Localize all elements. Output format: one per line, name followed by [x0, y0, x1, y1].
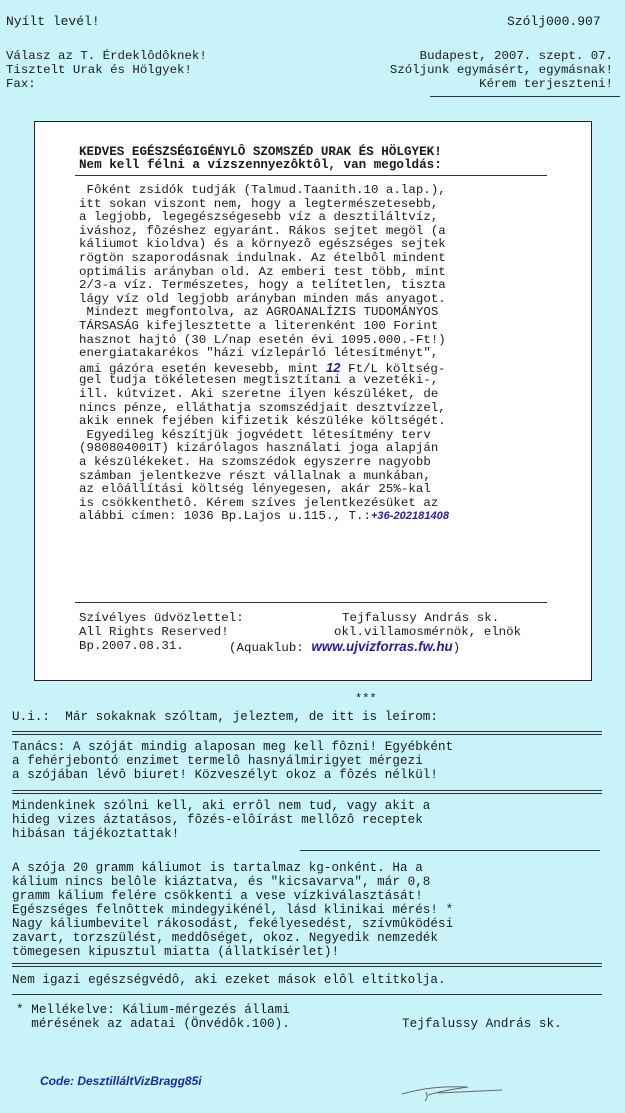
potassium-line: tömegesen kipusztul miatta (állatkísérlet)!: [12, 945, 340, 959]
letter-box: [34, 121, 592, 681]
body-line: az elôállítási költség lényegesen, akár 25%-kal: [79, 482, 431, 497]
potassium-line: kálium nincs belôle kiáztatva, és "kicsavarva", már 0,8: [12, 875, 431, 889]
sign-title: okl.villamosmérnök, elnök: [334, 625, 522, 639]
body-line: (980804001T) kizárólagos használati joga alapján: [79, 441, 439, 456]
separator-stars: ***: [355, 692, 377, 706]
advice-divider: [12, 790, 602, 794]
footer-signature-name: Tejfalussy András sk.: [402, 1017, 562, 1031]
advice-line: Tanács: A szóját mindig alaposan meg kell fôzni! Egyébként: [12, 740, 454, 754]
handwritten-signature: [398, 1080, 508, 1102]
potassium-line: gramm kálium felére csökkenti a vese vízkiválasztását!: [12, 889, 423, 903]
body-line: akik ennek fejében kifizetik készüléke költségét.: [79, 414, 446, 429]
close-paren: ): [452, 641, 461, 655]
secrecy-divider: [12, 994, 602, 995]
body-line: itt sokan viszont nem, hogy a legtermészetesebb,: [79, 196, 439, 211]
address-text: alábbi címen: 1036 Bp.Lajos u.115., T.:: [79, 509, 371, 524]
cost-text-a: ami gázóra esetén kevesebb, mint: [79, 361, 327, 376]
document-id: Szólj000.907: [507, 14, 601, 29]
attachment-note-2: mérésének az adatai (Önvédôk.100).: [16, 1017, 290, 1031]
spread-request: Kérem terjeszteni!: [479, 77, 613, 91]
postscript-line: U.i.: Már sokaknak szóltam, jeleztem, de itt is leírom:: [12, 710, 439, 724]
body-line: rögtön szaporodásnak indulnak. Az ételbôl mindent: [79, 251, 446, 265]
body-line: energiatakarékos "házi vízlepárló létesítményt",: [79, 346, 439, 361]
attachment-note-1: * Mellékelve: Kálium-mérgezés állami: [16, 1003, 290, 1017]
body-line: számban jelentkezve részt vállalnak a munkában,: [79, 468, 431, 483]
potassium-line: A szója 20 gramm káliumot is tartalmaz kg-onként. Ha a: [12, 861, 423, 875]
body-line: lágy víz old legjobb arányban minden más anyagot.: [79, 291, 446, 306]
body-line: Mindezt megfontolva, az AGROANALÍZIS TUDOMÁNYOS: [79, 305, 439, 320]
sign-date: Bp.2007.08.31.: [79, 639, 184, 653]
body-line: hasznot hajtó (30 L/nap esetén évi 1095.000.-Ft!): [79, 332, 446, 347]
greeting-line-2: Tisztelt Urak és Hölgyek!: [6, 63, 192, 77]
advice-line: a szójában lévô biuret! Közveszélyt okoz a fôzés nélkül!: [12, 768, 439, 782]
body-line: Fôként zsidók tudják (Talmud.Taanith.10 a.lap.),: [79, 183, 446, 197]
body-line: TÁRSASÁG kifejlesztette a literenként 100 Forint: [79, 319, 439, 333]
body-line: iváshoz, fôzéshez egyaránt. Rákos sejtet megöl (a: [79, 223, 446, 238]
body-line: is csökkenthetô. Kérem szíves jelentkezésüket az: [79, 495, 439, 510]
box-heading-1: KEDVES EGÉSZSÉGIGÉNYLÔ SZOMSZÉD URAK ÉS HÖLGYEK!: [79, 145, 442, 159]
body-line: gel tudja tökéletesen megtisztítani a vezetéki-,: [79, 373, 439, 388]
potassium-line: zavart, torzszülést, meddôséget, okoz. Negyedik nemzedék: [12, 931, 439, 945]
body-line: ill. kútvizet. Aki szeretne ilyen készüléket, de: [79, 387, 439, 401]
potassium-line: Egészséges felnôttek mindegyikénél, lásd klinikai mérés! *: [12, 903, 454, 917]
secrecy-line: Nem igazi egészségvédô, aki ezeket mások elôl eltitkolja.: [12, 973, 446, 987]
inform-line: hibásan tájékoztattak!: [12, 827, 180, 841]
address-line: [79, 510, 449, 524]
letter-title: Nyílt levél!: [6, 14, 100, 29]
box-heading-divider: [75, 175, 547, 176]
club-label: (Aquaklub:: [229, 641, 304, 655]
club-line: [229, 640, 460, 656]
box-signature-divider: [75, 602, 547, 603]
postscript-divider: [12, 731, 602, 735]
website-link[interactable]: www.ujvizforras.fw.hu: [311, 639, 453, 654]
advice-line: a fehérjebontó enzimet termelô hasnyálmirigyet mérgezi: [12, 754, 423, 768]
cost-number: 12: [326, 359, 341, 375]
sign-name: Tejfalussy András sk.: [342, 611, 500, 625]
body-line: Egyedileg készítjük jogvédett létesítmény terv: [79, 427, 431, 442]
body-line: a legjobb, legegészségesebb víz a desztiláltvíz,: [79, 210, 439, 225]
greeting-line-1: Válasz az T. Érdeklôdôknek!: [6, 49, 207, 63]
body-line: 2/3-a víz. Természetes, hogy a telítetlen, tiszta: [79, 278, 446, 293]
box-heading-2: Nem kell félni a vízszennyezôktôl, van megoldás:: [79, 158, 442, 172]
inform-divider: [300, 850, 600, 851]
inform-line: hideg vizes áztatásos, fôzés-elôírást mellôzô receptek: [12, 813, 423, 827]
fax-label: Fax:: [6, 77, 36, 91]
header-divider: [430, 96, 620, 97]
date-line: Budapest, 2007. szept. 07.: [419, 49, 613, 63]
phone-number: +36-202181408: [370, 510, 449, 523]
sign-greeting: Szívélyes üdvözlettel:: [79, 611, 244, 625]
motto-line: Szóljunk egymásért, egymásnak!: [389, 63, 613, 77]
potassium-divider: [12, 963, 602, 967]
body-line: optimális arányban old. Az emberi test több, mint: [79, 264, 446, 279]
inform-line: Mindenkinek szólni kell, aki errôl nem tud, vagy akit a: [12, 799, 431, 813]
body-line: nincs pénze, elláthatja szomszédjait desztvízzel,: [79, 400, 446, 415]
potassium-line: Nagy káliumbevitel rákosodást, fekélyesedést, szívmûködési: [12, 917, 454, 931]
rights-notice: All Rights Reserved!: [79, 625, 229, 639]
body-line: a készülékeket. Ha szomszédok egyszerre nagyobb: [79, 455, 431, 469]
code-label: Code: DesztilláltVizBragg85i: [40, 1074, 202, 1088]
cost-text-b: Ft/L költség-: [340, 361, 446, 376]
body-line: káliumot kioldva) és a környezô egészséges sejtek: [79, 237, 446, 252]
